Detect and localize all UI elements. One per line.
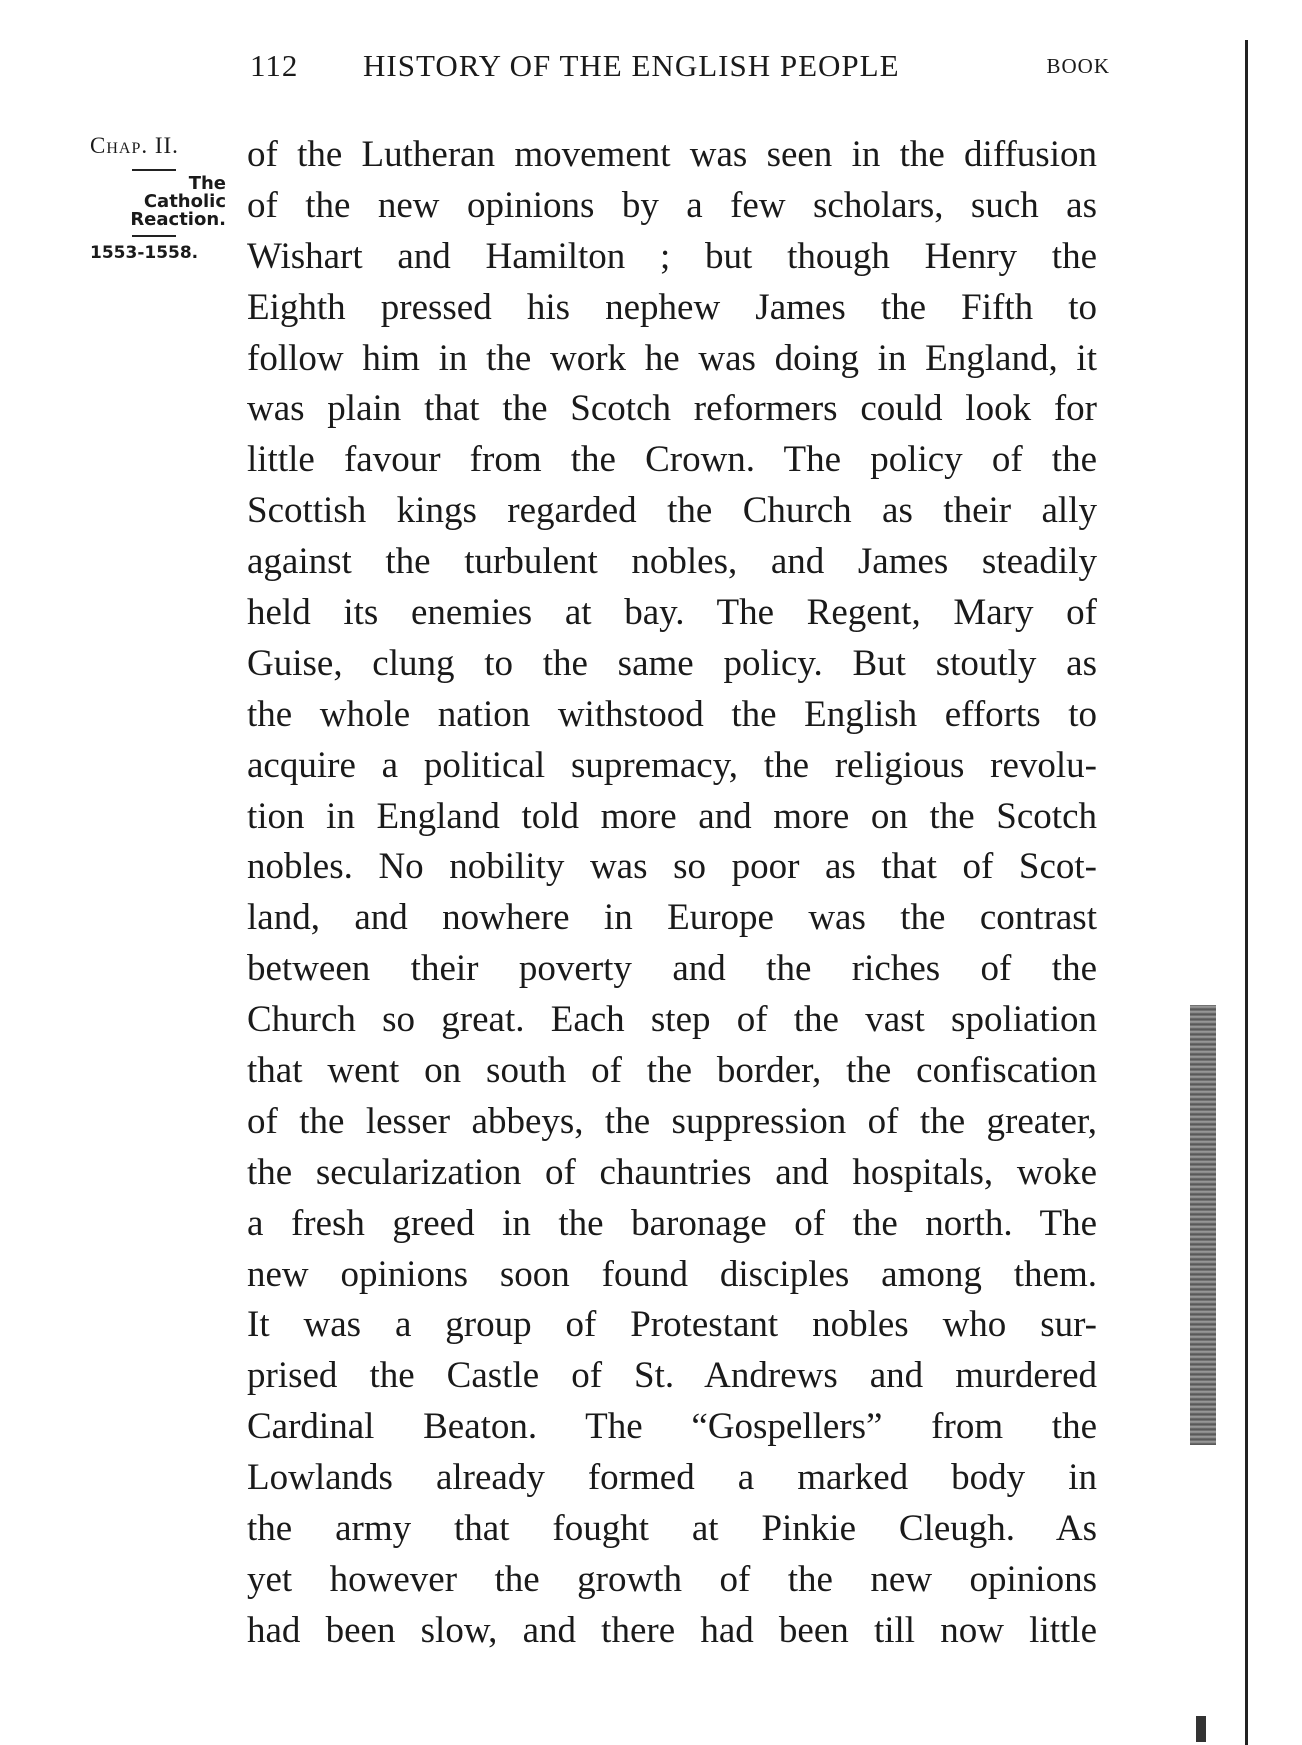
text-line: held its enemies at bay. The Regent, Mary of xyxy=(247,592,1097,634)
text-line: had been slow, and there had been till now little xyxy=(247,1609,1097,1651)
section-title-line: Catholic xyxy=(143,191,226,212)
margin-rule xyxy=(132,235,176,237)
running-title: HISTORY OF THE ENGLISH PEOPLE xyxy=(363,48,900,83)
text-line: the secularization of chauntries and hospitals, woke xyxy=(247,1151,1097,1193)
page-edge xyxy=(1245,40,1248,1745)
running-header xyxy=(250,48,1110,88)
book-label: BOOK xyxy=(1046,54,1110,78)
page-number: 112 xyxy=(250,48,299,83)
text-line: new opinions soon found disciples among them. xyxy=(247,1253,1097,1295)
text-line: Lowlands already formed a marked body in xyxy=(247,1457,1097,1499)
text-line: land, and nowhere in Europe was the contrast xyxy=(247,897,1097,939)
text-line: between their poverty and the riches of the xyxy=(247,948,1097,990)
text-line: Wishart and Hamilton ; but though Henry the xyxy=(247,235,1097,277)
text-line: the army that fought at Pinkie Cleugh. As xyxy=(247,1508,1097,1550)
marginal-notes xyxy=(90,133,230,263)
date-range: 1553-1558. xyxy=(90,243,199,263)
chapter-label: Chap. II. xyxy=(90,133,179,158)
text-line: Guise, clung to the same policy. But stoutly as xyxy=(247,642,1097,684)
text-line: tion in England told more and more on the Scotch xyxy=(247,795,1097,837)
text-line: follow him in the work he was doing in England, it xyxy=(247,337,1097,379)
text-line: a fresh greed in the baronage of the north. The xyxy=(247,1202,1097,1244)
text-line: of the Lutheran movement was seen in the diffusion xyxy=(247,134,1097,175)
text-line: the whole nation withstood the English efforts to xyxy=(247,693,1097,735)
section-title-line: The xyxy=(188,173,226,194)
text-line: Scottish kings regarded the Church as their ally xyxy=(247,490,1097,532)
margin-rule xyxy=(132,169,176,171)
text-line: that went on south of the border, the confiscation xyxy=(247,1050,1097,1092)
body-text xyxy=(247,130,1097,1657)
text-line: Eighth pressed his nephew James the Fifth to xyxy=(247,286,1097,328)
text-line: Cardinal Beaton. The “Gospellers” from the xyxy=(247,1406,1097,1448)
section-title-line: Reaction. xyxy=(130,209,226,230)
text-line: of the new opinions by a few scholars, such as xyxy=(247,184,1097,226)
text-line: It was a group of Protestant nobles who sur- xyxy=(247,1304,1097,1346)
scan-artifact xyxy=(1190,1005,1216,1445)
text-line: yet however the growth of the new opinions xyxy=(247,1558,1097,1600)
text-line: acquire a political supremacy, the religious revolu- xyxy=(247,744,1097,786)
scan-artifact xyxy=(1196,1716,1206,1742)
text-line: nobles. No nobility was so poor as that of Scot- xyxy=(247,846,1097,888)
text-line: against the turbulent nobles, and James steadily xyxy=(247,541,1097,583)
text-line: was plain that the Scotch reformers could look for xyxy=(247,388,1097,430)
text-line: little favour from the Crown. The policy of the xyxy=(247,439,1097,481)
text-line: of the lesser abbeys, the suppression of the greater, xyxy=(247,1100,1097,1142)
text-line: Church so great. Each step of the vast spoliation xyxy=(247,999,1097,1041)
text-line: prised the Castle of St. Andrews and murdered xyxy=(247,1355,1097,1397)
section-title xyxy=(90,175,230,229)
